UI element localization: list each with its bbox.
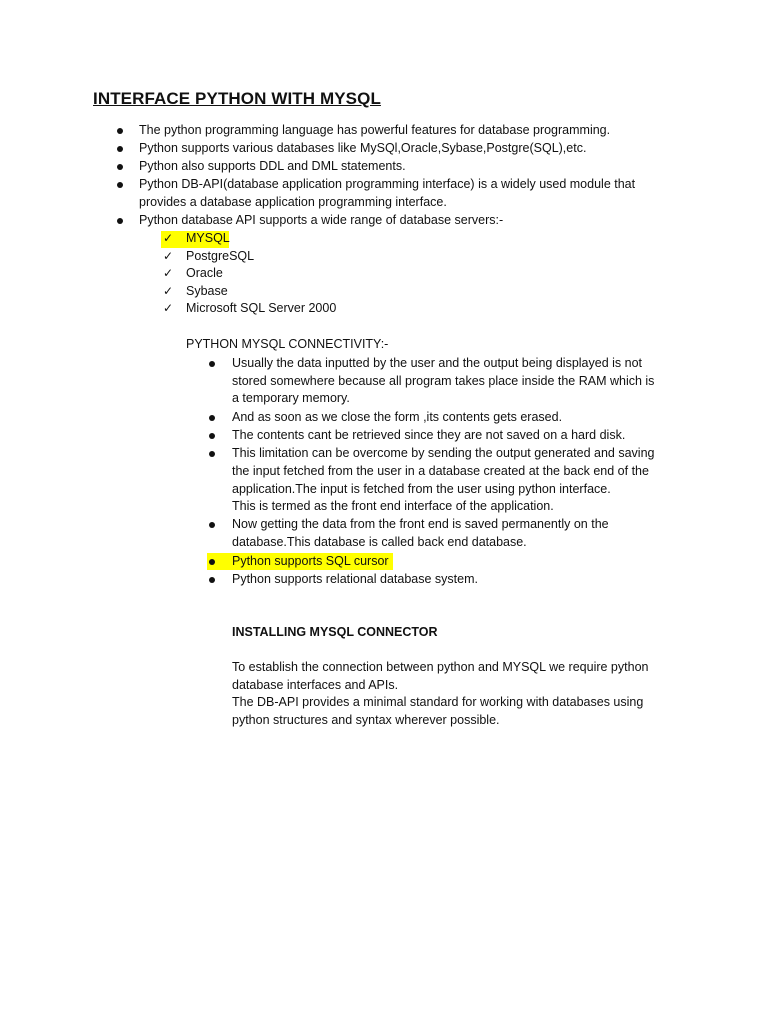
installing-line-1: To establish the connection between python and MYSQL we require python: [232, 660, 649, 674]
connectivity-line-5: The contents cant be retrieved since they are not saved on a hard disk.: [232, 428, 626, 442]
bullet-dot: [117, 146, 123, 152]
connectivity-line-3: a temporary memory.: [232, 391, 350, 405]
checkmark-icon: ✓: [163, 284, 174, 298]
bullet-dot: [117, 182, 123, 188]
server-item-sybase: Sybase: [186, 284, 228, 298]
server-item-oracle: Oracle: [186, 266, 223, 280]
installing-line-2: database interfaces and APIs.: [232, 678, 399, 692]
bullet-dot: [117, 128, 123, 134]
bullet-dot: [117, 218, 123, 224]
intro-bullet-4: Python DB-API(database application programming interface) is a widely used module that: [139, 177, 636, 191]
server-item-mysql: MYSQL: [186, 231, 230, 245]
connectivity-heading: PYTHON MYSQL CONNECTIVITY:-: [186, 337, 389, 351]
bullet-dot: [117, 164, 123, 170]
checkmark-icon: ✓: [163, 266, 174, 280]
connectivity-line-7: the input fetched from the user in a database created at the back end of the: [232, 464, 649, 478]
page-title: INTERFACE PYTHON WITH MYSQL: [93, 89, 381, 108]
bullet-dot: [209, 522, 215, 528]
installing-line-3: The DB-API provides a minimal standard for working with databases using: [232, 695, 644, 709]
connectivity-line-4: And as soon as we close the form ,its contents gets erased.: [232, 410, 563, 424]
bullet-dot: [209, 361, 215, 367]
checkmark-icon: ✓: [163, 301, 174, 315]
intro-bullet-4-cont: provides a database application programming interface.: [139, 195, 447, 209]
intro-bullet-5: Python database API supports a wide range of database servers:-: [139, 213, 504, 227]
connectivity-line-13: Python supports relational database system.: [232, 572, 478, 586]
checkmark-icon: ✓: [163, 231, 174, 245]
server-item-mssql: Microsoft SQL Server 2000: [186, 301, 337, 315]
intro-bullet-3: Python also supports DDL and DML statements.: [139, 159, 406, 173]
checkmark-icon: ✓: [163, 249, 174, 263]
connectivity-line-9: This is termed as the front end interface of the application.: [232, 499, 554, 513]
connectivity-line-10: Now getting the data from the front end is saved permanently on the: [232, 517, 609, 531]
bullet-dot: [209, 451, 215, 457]
intro-bullet-1: The python programming language has powerful features for database programming.: [139, 123, 611, 137]
connectivity-line-12: Python supports SQL cursor: [232, 554, 389, 568]
server-item-postgresql: PostgreSQL: [186, 249, 255, 263]
bullet-dot: [209, 415, 215, 421]
connectivity-line-2: stored somewhere because all program takes place inside the RAM which is: [232, 374, 655, 388]
bullet-dot: [209, 577, 215, 583]
bullet-dot: [209, 433, 215, 439]
connectivity-line-8: application.The input is fetched from the user using python interface.: [232, 482, 611, 496]
bullet-dot: [209, 559, 215, 565]
connectivity-line-6: This limitation can be overcome by sending the output generated and saving: [232, 446, 655, 460]
installing-line-4: python structures and syntax wherever possible.: [232, 713, 500, 727]
connectivity-line-1: Usually the data inputted by the user and the output being displayed is not: [232, 356, 643, 370]
intro-bullet-2: Python supports various databases like MySQl,Oracle,Sybase,Postgre(SQL),etc.: [139, 141, 587, 155]
connectivity-line-11: database.This database is called back end database.: [232, 535, 527, 549]
installing-heading: INSTALLING MYSQL CONNECTOR: [232, 625, 438, 639]
